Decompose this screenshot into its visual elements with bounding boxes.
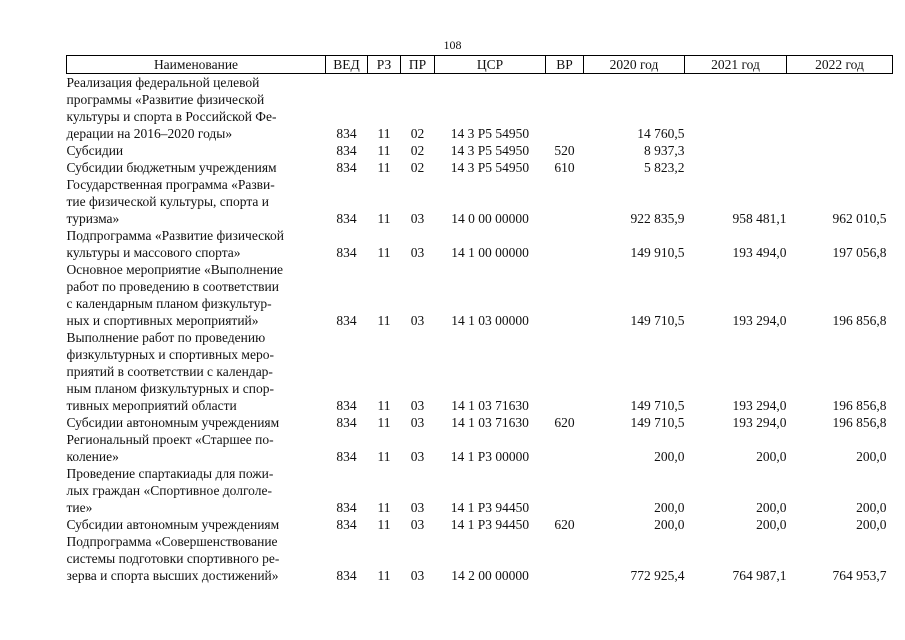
table-row — [67, 176, 893, 227]
cell-ved: 834 — [336, 160, 357, 175]
cell-vr: 610 — [554, 160, 575, 175]
cell-csr: 14 1 03 00000 — [451, 313, 529, 328]
cell-pr: 03 — [410, 245, 425, 260]
cell-2022: 200,0 — [856, 517, 887, 532]
cell-csr: 14 1 00 00000 — [451, 245, 529, 260]
cell-2022: 197 056,8 — [832, 245, 887, 260]
col-header-rz: РЗ — [368, 56, 401, 74]
table-row — [67, 431, 893, 465]
cell-name-line: дерации на 2016–2020 годы» — [66, 126, 233, 141]
cell-ved: 834 — [336, 517, 357, 532]
cell-name-line: коление» — [66, 449, 119, 464]
cell-name-line: туризма» — [66, 211, 120, 226]
cell-rz: 11 — [377, 143, 391, 158]
cell-csr: 14 1 P3 94450 — [450, 517, 530, 532]
cell-2020: 149 710,5 — [630, 415, 685, 430]
cell-rz: 11 — [377, 160, 391, 175]
cell-2022: 196 856,8 — [832, 398, 887, 413]
cell-2021 — [685, 142, 787, 159]
table-row — [67, 414, 893, 431]
cell-name-line: тие» — [66, 500, 93, 515]
cell-vr — [546, 465, 584, 516]
table-row — [67, 159, 893, 176]
cell-ved: 834 — [336, 449, 357, 464]
cell-name — [67, 329, 326, 414]
budget-table — [66, 55, 893, 584]
cell-name-line: Субсидии автономным учреждениям — [66, 517, 280, 532]
cell-pr: 02 — [410, 160, 425, 175]
cell-name — [67, 516, 326, 533]
table-row — [67, 227, 893, 261]
cell-vr — [546, 261, 584, 329]
cell-2022: 196 856,8 — [832, 415, 887, 430]
cell-name-line: приятий в соответствии с календар- — [66, 364, 273, 379]
cell-ved: 834 — [336, 313, 357, 328]
cell-pr: 03 — [410, 449, 425, 464]
cell-name-line: ным планом физкультурных и спор- — [66, 381, 274, 396]
col-header-pr: ПР — [401, 56, 435, 74]
cell-name-line: с календарным планом физкультур- — [66, 296, 272, 311]
cell-csr: 14 0 00 00000 — [451, 211, 529, 226]
table-row — [67, 142, 893, 159]
cell-pr: 02 — [410, 126, 425, 141]
cell-name — [67, 176, 326, 227]
cell-2020: 14 760,5 — [637, 126, 685, 141]
cell-rz: 11 — [377, 500, 391, 515]
cell-2022 — [787, 159, 893, 176]
cell-name-line: лых граждан «Спортивное долголе- — [66, 483, 272, 498]
cell-csr: 14 3 P5 54950 — [450, 160, 530, 175]
col-header-name: Наименование — [67, 56, 326, 74]
cell-vr — [546, 74, 584, 143]
cell-name-line: Региональный проект «Старшее по- — [66, 432, 274, 447]
cell-pr: 03 — [410, 398, 425, 413]
cell-2021 — [685, 74, 787, 143]
table-row — [67, 261, 893, 329]
cell-ved: 834 — [336, 568, 357, 583]
cell-vr — [546, 227, 584, 261]
cell-2020: 200,0 — [654, 449, 685, 464]
table-row — [67, 465, 893, 516]
cell-name-line: ных и спортивных мероприятий» — [66, 313, 259, 328]
cell-name — [67, 533, 326, 584]
cell-pr: 03 — [410, 568, 425, 583]
cell-name — [67, 74, 326, 143]
cell-2021: 764 987,1 — [732, 568, 787, 583]
col-header-2020: 2020 год — [584, 56, 685, 74]
cell-rz: 11 — [377, 568, 391, 583]
cell-ved: 834 — [336, 245, 357, 260]
cell-2020: 149 910,5 — [630, 245, 685, 260]
cell-rz: 11 — [377, 449, 391, 464]
cell-pr: 03 — [410, 517, 425, 532]
col-header-vr: ВР — [546, 56, 584, 74]
cell-rz: 11 — [377, 211, 391, 226]
cell-name-line: культуры и спорта в Российской Фе- — [66, 109, 277, 124]
cell-name-line: Основное мероприятие «Выполнение — [66, 262, 284, 277]
cell-rz: 11 — [377, 126, 391, 141]
cell-vr: 620 — [554, 415, 575, 430]
cell-vr — [546, 431, 584, 465]
cell-2021: 193 294,0 — [732, 313, 787, 328]
cell-vr — [546, 329, 584, 414]
cell-2020: 5 823,2 — [644, 160, 685, 175]
page-number: 108 — [443, 38, 462, 52]
cell-2020: 8 937,3 — [644, 143, 685, 158]
cell-vr: 520 — [554, 143, 575, 158]
cell-ved: 834 — [336, 211, 357, 226]
cell-2022 — [787, 74, 893, 143]
cell-name — [67, 465, 326, 516]
cell-name-line: Выполнение работ по проведению — [66, 330, 266, 345]
cell-2022: 200,0 — [856, 449, 887, 464]
cell-ved: 834 — [336, 126, 357, 141]
cell-2022: 200,0 — [856, 500, 887, 515]
cell-pr: 03 — [410, 415, 425, 430]
cell-name — [67, 261, 326, 329]
cell-csr: 14 1 03 71630 — [451, 398, 529, 413]
cell-ved: 834 — [336, 500, 357, 515]
cell-2021: 958 481,1 — [732, 211, 787, 226]
cell-name-line: Субсидии бюджетным учреждениям — [66, 160, 277, 175]
cell-ved: 834 — [336, 143, 357, 158]
cell-name-line: Реализация федеральной целевой — [66, 75, 260, 90]
cell-name-line: тивных мероприятий области — [66, 398, 237, 413]
cell-rz: 11 — [377, 313, 391, 328]
cell-csr: 14 2 00 00000 — [451, 568, 529, 583]
cell-2021: 193 494,0 — [732, 245, 787, 260]
cell-rz: 11 — [377, 245, 391, 260]
cell-name-line: Субсидии — [66, 143, 124, 158]
cell-vr — [546, 176, 584, 227]
cell-ved: 834 — [336, 415, 357, 430]
cell-2020: 200,0 — [654, 517, 685, 532]
cell-pr: 03 — [410, 211, 425, 226]
cell-name-line: Государственная программа «Разви- — [66, 177, 275, 192]
cell-name — [67, 227, 326, 261]
cell-ved: 834 — [336, 398, 357, 413]
cell-rz: 11 — [377, 517, 391, 532]
cell-2022: 196 856,8 — [832, 313, 887, 328]
cell-name-line: физкультурных и спортивных меро- — [66, 347, 274, 362]
table-row — [67, 533, 893, 584]
cell-2022: 962 010,5 — [832, 211, 887, 226]
cell-2021: 200,0 — [756, 500, 787, 515]
col-header-2022: 2022 год — [787, 56, 893, 74]
cell-pr: 03 — [410, 313, 425, 328]
col-header-csr: ЦСР — [435, 56, 546, 74]
cell-name-line: Подпрограмма «Совершенствование — [66, 534, 278, 549]
table-body — [67, 74, 893, 585]
cell-2020: 772 925,4 — [630, 568, 685, 583]
cell-name-line: тие физической культуры, спорта и — [66, 194, 269, 209]
cell-csr: 14 1 P3 94450 — [450, 500, 530, 515]
cell-csr: 14 1 P3 00000 — [450, 449, 530, 464]
col-header-2021: 2021 год — [685, 56, 787, 74]
cell-2022: 764 953,7 — [832, 568, 887, 583]
cell-name-line: программы «Развитие физической — [66, 92, 265, 107]
table-row — [67, 74, 893, 143]
table-header-row — [67, 56, 893, 74]
cell-name-line: Субсидии автономным учреждениям — [66, 415, 280, 430]
col-header-ved: ВЕД — [326, 56, 368, 74]
cell-name-line: Подпрограмма «Развитие физической — [66, 228, 285, 243]
cell-2021: 193 294,0 — [732, 415, 787, 430]
cell-2021: 200,0 — [756, 517, 787, 532]
table-row — [67, 516, 893, 533]
cell-name — [67, 414, 326, 431]
cell-name — [67, 431, 326, 465]
cell-2021 — [685, 159, 787, 176]
cell-2021: 200,0 — [756, 449, 787, 464]
cell-vr — [546, 533, 584, 584]
cell-name-line: Проведение спартакиады для пожи- — [66, 466, 274, 481]
cell-name-line: системы подготовки спортивного ре- — [66, 551, 280, 566]
cell-pr: 02 — [410, 143, 425, 158]
cell-2021: 193 294,0 — [732, 398, 787, 413]
cell-name — [67, 159, 326, 176]
cell-name-line: культуры и массового спорта» — [66, 245, 241, 260]
cell-2022 — [787, 142, 893, 159]
cell-rz: 11 — [377, 398, 391, 413]
cell-name — [67, 142, 326, 159]
cell-name-line: зерва и спорта высших достижений» — [66, 568, 279, 583]
cell-vr: 620 — [554, 517, 575, 532]
cell-2020: 149 710,5 — [630, 313, 685, 328]
cell-csr: 14 3 P5 54950 — [450, 126, 530, 141]
cell-csr: 14 3 P5 54950 — [450, 143, 530, 158]
cell-2020: 922 835,9 — [630, 211, 685, 226]
cell-pr: 03 — [410, 500, 425, 515]
cell-2020: 200,0 — [654, 500, 685, 515]
cell-2020: 149 710,5 — [630, 398, 685, 413]
cell-name-line: работ по проведению в соответствии — [66, 279, 279, 294]
cell-rz: 11 — [377, 415, 391, 430]
table-row — [67, 329, 893, 414]
cell-csr: 14 1 03 71630 — [451, 415, 529, 430]
